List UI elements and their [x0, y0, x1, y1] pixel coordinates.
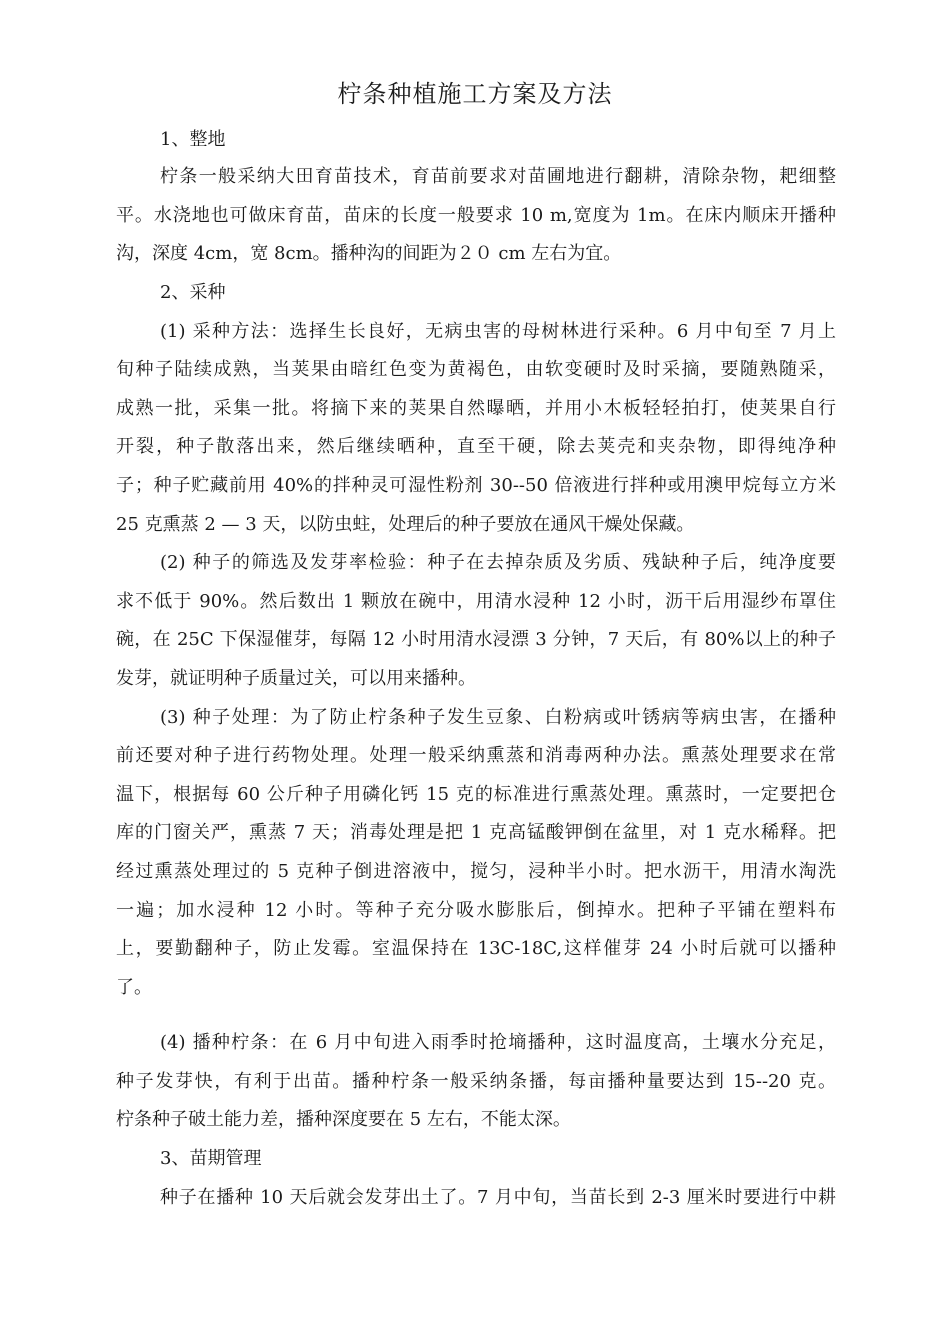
paragraph-line: 开裂，种子散落出来，然后继续晒种，直至干硬，除去荚壳和夹杂物，即得纯净种 — [116, 436, 836, 457]
paragraph-line: 一遍；加水浸种 12 小时。等种子充分吸水膨胀后，倒掉水。把种子平铺在塑料布 — [116, 900, 836, 921]
paragraph-line: (4) 播种柠条：在 6 月中旬进入雨季时抢墒播种，这时温度高，土壤水分充足， — [160, 1032, 836, 1053]
paragraph-line: 求不低于 90%。然后数出 1 颗放在碗中，用清水浸种 12 小时，沥干后用湿纱布罩住 — [116, 591, 836, 612]
paragraph-line: 子；种子贮藏前用 40%的拌种灵可湿性粉剂 30--50 倍液进行拌种或用澳甲烷每立方米 — [116, 475, 836, 496]
paragraph-line: 库的门窗关严，熏蒸 7 天；消毒处理是把 1 克高锰酸钾倒在盆里，对 1 克水稀释。把 — [116, 822, 836, 843]
paragraph-line: 旬种子陆续成熟，当荚果由暗红色变为黄褐色，由软变硬时及时采摘，要随熟随采， — [116, 359, 836, 380]
paragraph-line: 种子在播种 10 天后就会发芽出土了。7 月中旬，当苗长到 2-3 厘米时要进行中耕 — [160, 1187, 836, 1208]
section-heading-2: 2、采种 — [160, 282, 226, 303]
paragraph-line: 沟，深度 4cm，宽 8cm。播种沟的间距为２０ cm 左右为宜。 — [116, 243, 622, 264]
paragraph-line: 柠条种子破土能力差，播种深度要在 5 左右，不能太深。 — [116, 1109, 571, 1130]
document-title: 柠条种植施工方案及方法 — [337, 80, 613, 108]
paragraph-line: 种子发芽快，有利于出苗。播种柠条一般采纳条播，每亩播种量要达到 15--20 克。 — [116, 1071, 836, 1092]
paragraph-line: 前还要对种子进行药物处理。处理一般采纳熏蒸和消毒两种办法。熏蒸处理要求在常 — [116, 745, 836, 766]
paragraph-line: 成熟一批，采集一批。将摘下来的荚果自然曝晒，并用小木板轻轻拍打，使荚果自行 — [116, 398, 836, 419]
paragraph-line: 25 克熏蒸 2 — 3 天，以防虫蛀，处理后的种子要放在通风干燥处保藏。 — [116, 514, 695, 535]
paragraph-line: (1) 采种方法：选择生长良好，无病虫害的母树林进行采种。6 月中旬至 7 月上 — [160, 321, 836, 342]
paragraph-line: 碗，在 25C 下保湿催芽，每隔 12 小时用清水浸漂 3 分钟，7 天后，有 80%以上的种子 — [116, 629, 836, 650]
section-heading-3: 3、苗期管理 — [160, 1148, 262, 1169]
section-heading-1: 1、整地 — [160, 129, 226, 150]
paragraph-line: 上，要勤翻种子，防止发霉。室温保持在 13C-18C,这样催芽 24 小时后就可以播种 — [116, 938, 836, 959]
paragraph-line: (3) 种子处理：为了防止柠条种子发生豆象、白粉病或叶锈病等病虫害，在播种 — [160, 707, 836, 728]
paragraph-line: 了。 — [116, 977, 152, 998]
paragraph-line: 柠条一般采纳大田育苗技术，育苗前要求对苗圃地进行翻耕，清除杂物，耙细整 — [160, 166, 836, 187]
paragraph-line: 温下，根据每 60 公斤种子用磷化钙 15 克的标准进行熏蒸处理。熏蒸时，一定要把仓 — [116, 784, 836, 805]
paragraph-line: 发芽，就证明种子质量过关，可以用来播种。 — [116, 668, 476, 689]
paragraph-line: 平。水浇地也可做床育苗，苗床的长度一般要求 10 m,宽度为 1m。在床内顺床开播种 — [116, 205, 836, 226]
paragraph-line: 经过熏蒸处理过的 5 克种子倒进溶液中，搅匀，浸种半小时。把水沥干，用清水淘洗 — [116, 861, 836, 882]
paragraph-line: (2) 种子的筛选及发芽率检验：种子在去掉杂质及劣质、残缺种子后，纯净度要 — [160, 552, 836, 573]
